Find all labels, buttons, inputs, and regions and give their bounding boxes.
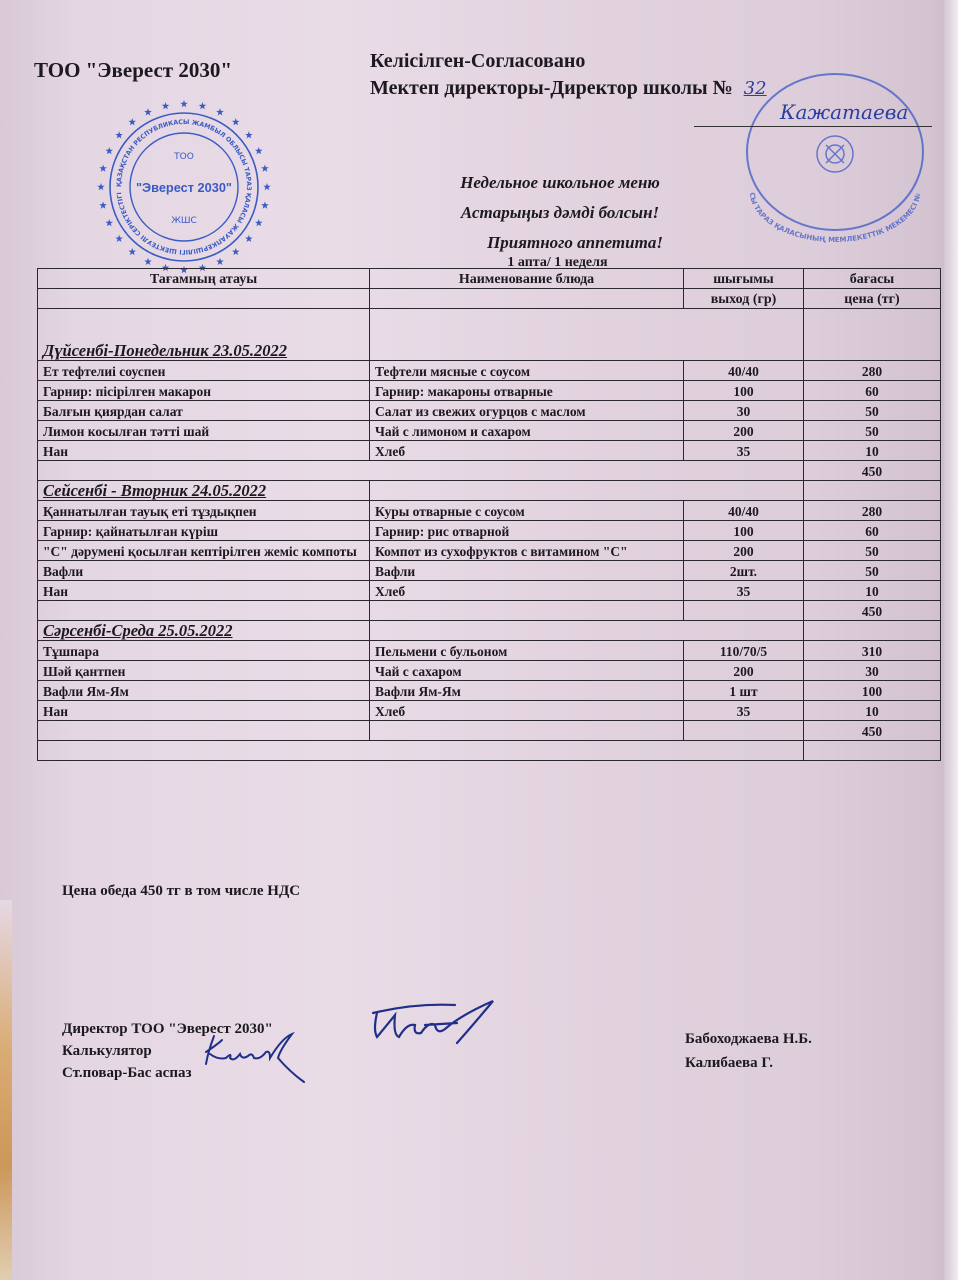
role-head-cook: Ст.повар-Бас аспаз bbox=[62, 1065, 192, 1081]
dish-price: 280 bbox=[804, 361, 941, 381]
stamp-star-icon bbox=[255, 147, 263, 154]
dish-price: 60 bbox=[804, 521, 941, 541]
empty-cell bbox=[684, 601, 804, 621]
dish-price: 10 bbox=[804, 581, 941, 601]
table-row bbox=[38, 521, 941, 541]
dish-yield: 2шт. bbox=[684, 561, 804, 581]
dish-name-kz: Вафли Ям-Ям bbox=[38, 681, 370, 701]
empty-cell bbox=[684, 721, 804, 741]
dish-price: 10 bbox=[804, 441, 941, 461]
header-yield-kz: шығымы bbox=[684, 269, 804, 289]
dish-name-kz: Нан bbox=[38, 441, 370, 461]
approval-director-label: Мектеп директоры-Директор школы № bbox=[370, 77, 733, 99]
stamp-star-icon bbox=[180, 100, 188, 107]
dish-name-ru: Гарнир: макароны отварные bbox=[370, 381, 684, 401]
table-row bbox=[38, 501, 941, 521]
dish-name-kz: Тұшпара bbox=[38, 641, 370, 661]
table-row bbox=[38, 381, 941, 401]
blank-row bbox=[38, 741, 941, 761]
company-stamp bbox=[94, 97, 274, 277]
dish-price: 50 bbox=[804, 561, 941, 581]
dish-name-ru: Вафли bbox=[370, 561, 684, 581]
empty-cell bbox=[804, 309, 941, 361]
stamp-star-icon bbox=[144, 258, 152, 265]
stamp-star-icon bbox=[99, 165, 107, 172]
day-total-row bbox=[38, 461, 941, 481]
dish-yield: 200 bbox=[684, 421, 804, 441]
day-total-row bbox=[38, 721, 941, 741]
table-row bbox=[38, 641, 941, 661]
calculator-signature-scribble bbox=[200, 1030, 310, 1085]
dish-name-kz: Нан bbox=[38, 701, 370, 721]
paper-edge bbox=[944, 0, 958, 1280]
dish-name-kz: Шәй қантпен bbox=[38, 661, 370, 681]
table-row bbox=[38, 401, 941, 421]
empty-cell bbox=[804, 741, 941, 761]
company-stamp-graphic bbox=[94, 97, 274, 277]
signature-line bbox=[694, 126, 932, 127]
dish-name-kz: Вафли bbox=[38, 561, 370, 581]
empty-cell bbox=[370, 309, 804, 361]
empty-cell bbox=[38, 741, 804, 761]
dish-price: 60 bbox=[804, 381, 941, 401]
dish-name-ru: Гарнир: рис отварной bbox=[370, 521, 684, 541]
dish-name-kz: "С" дәрумені қосылған кептірілген жеміс компоты bbox=[38, 541, 370, 561]
dish-yield: 100 bbox=[684, 521, 804, 541]
dish-name-ru: Компот из сухофруктов с витамином "С" bbox=[370, 541, 684, 561]
stamp-star-icon bbox=[232, 118, 240, 125]
dish-yield: 200 bbox=[684, 541, 804, 561]
empty-cell bbox=[38, 601, 370, 621]
lunch-price-note: Цена обеда 450 тг в том числе НДС bbox=[62, 883, 301, 899]
stamp-star-icon bbox=[261, 165, 269, 172]
empty-cell bbox=[370, 289, 684, 309]
stamp-star-icon bbox=[245, 235, 253, 242]
menu-table bbox=[37, 268, 941, 761]
day-total: 450 bbox=[804, 601, 941, 621]
empty-cell bbox=[370, 601, 684, 621]
day-title-cell bbox=[38, 481, 370, 501]
table-row bbox=[38, 441, 941, 461]
dish-name-ru: Салат из свежих огурцов с маслом bbox=[370, 401, 684, 421]
day-total: 450 bbox=[804, 721, 941, 741]
header-yield-ru: выход (гр) bbox=[684, 289, 804, 309]
company-stamp-center: "Эверест 2030" bbox=[136, 180, 232, 195]
day-header-row bbox=[38, 481, 941, 501]
empty-cell bbox=[370, 721, 684, 741]
dish-name-kz: Гарнир: қайнатылған күріш bbox=[38, 521, 370, 541]
dish-name-ru: Хлеб bbox=[370, 701, 684, 721]
table-row bbox=[38, 701, 941, 721]
dish-name-ru: Хлеб bbox=[370, 581, 684, 601]
day-title: Сейсенбі - Вторник 24.05.2022 bbox=[43, 481, 267, 500]
school-stamp bbox=[736, 126, 930, 245]
dish-yield: 200 bbox=[684, 661, 804, 681]
empty-cell bbox=[38, 289, 370, 309]
dish-price: 10 bbox=[804, 701, 941, 721]
title-bon-appetit-kz: Астарыңыз дәмді болсын! bbox=[460, 203, 660, 222]
empty-cell bbox=[38, 461, 804, 481]
stamp-star-icon bbox=[115, 235, 123, 242]
dish-yield: 100 bbox=[684, 381, 804, 401]
day-title-cell bbox=[38, 309, 370, 361]
header-name-kz: Тағамның атауы bbox=[38, 269, 370, 289]
approval-title: Келісілген-Согласовано bbox=[370, 50, 586, 72]
approval-block bbox=[370, 48, 767, 102]
stamp-star-icon bbox=[99, 201, 107, 208]
dish-name-ru: Чай с сахаром bbox=[370, 661, 684, 681]
dish-price: 310 bbox=[804, 641, 941, 661]
stamp-star-icon bbox=[128, 248, 136, 255]
school-stamp-ring-text: БІЛІМ БАСҚАРМАСЫ ТАРАЗ ҚАЛАСЫНЫҢ МЕМЛЕКЕТТІК МЕКЕМЕСІ №32 ОРТА МЕКТЕБІ bbox=[736, 126, 923, 245]
stamp-star-icon bbox=[255, 219, 263, 226]
name-calculator: Калибаева Г. bbox=[685, 1055, 773, 1071]
dish-price: 30 bbox=[804, 661, 941, 681]
role-calculator: Калькулятор bbox=[62, 1043, 152, 1059]
stamp-star-icon bbox=[216, 258, 224, 265]
dish-name-ru: Куры отварные с соусом bbox=[370, 501, 684, 521]
table-header-row bbox=[38, 269, 941, 289]
dish-name-kz: Гарнир: пісірілген макарон bbox=[38, 381, 370, 401]
director-signature-scribble bbox=[365, 995, 505, 1065]
day-total-row bbox=[38, 601, 941, 621]
stamp-star-icon bbox=[105, 219, 113, 226]
table-row bbox=[38, 361, 941, 381]
title-weekly-menu: Недельное школьное меню bbox=[460, 173, 660, 192]
week-label: 1 апта/ 1 неделя bbox=[507, 255, 608, 270]
empty-cell bbox=[370, 481, 804, 501]
dish-name-kz: Қаннатылған тауық еті тұздықпен bbox=[38, 501, 370, 521]
header-price-kz: бағасы bbox=[804, 269, 941, 289]
table-row bbox=[38, 421, 941, 441]
company-stamp-top: ТОО bbox=[174, 152, 194, 162]
stamp-star-icon bbox=[162, 102, 170, 109]
name-director: Бабоходжаева Н.Б. bbox=[685, 1031, 812, 1047]
dish-yield: 30 bbox=[684, 401, 804, 421]
table-row bbox=[38, 661, 941, 681]
svg-text:БІЛІМ БАСҚАРМАСЫ ТАРАЗ ҚАЛАСЫН bbox=[737, 126, 923, 244]
empty-cell bbox=[804, 621, 941, 641]
dish-yield: 1 шт bbox=[684, 681, 804, 701]
stamp-star-icon bbox=[261, 201, 269, 208]
dish-price: 280 bbox=[804, 501, 941, 521]
dish-name-ru: Вафли Ям-Ям bbox=[370, 681, 684, 701]
dish-yield: 35 bbox=[684, 581, 804, 601]
dish-price: 100 bbox=[804, 681, 941, 701]
table-row bbox=[38, 681, 941, 701]
stamp-star-icon bbox=[105, 147, 113, 154]
table-row bbox=[38, 581, 941, 601]
stamp-star-icon bbox=[263, 183, 271, 190]
stamp-star-icon bbox=[199, 102, 207, 109]
day-header-row bbox=[38, 309, 941, 361]
table-subheader-row bbox=[38, 289, 941, 309]
dish-name-kz: Балғын қиярдан салат bbox=[38, 401, 370, 421]
approval-director bbox=[370, 75, 767, 102]
empty-cell bbox=[804, 481, 941, 501]
stamp-star-icon bbox=[245, 131, 253, 138]
signatories-names bbox=[685, 1027, 812, 1075]
day-title: Дүйсенбі-Понедельник 23.05.2022 bbox=[43, 341, 287, 360]
dish-price: 50 bbox=[804, 421, 941, 441]
title-bon-appetit-ru: Приятного аппетита! bbox=[487, 233, 663, 252]
dish-name-kz: Нан bbox=[38, 581, 370, 601]
stamp-star-icon bbox=[144, 108, 152, 115]
day-title: Сәрсенбі-Среда 25.05.2022 bbox=[43, 621, 233, 640]
day-total: 450 bbox=[804, 461, 941, 481]
company-stamp-ring-text: ҚАЗАҚСТАН РЕСПУБЛИКАСЫ ЖАМБЫЛ ОБЛЫСЫ ТАРАЗ ҚАЛАСЫ ЖАУАПКЕРШІЛІГІ ШЕКТЕУЛІ СЕРІКТЕСТІГІ bbox=[114, 117, 254, 257]
role-director: Директор ТОО "Эверест 2030" bbox=[62, 1021, 273, 1037]
dish-name-kz: Лимон косылған тәтті шай bbox=[38, 421, 370, 441]
background-edge bbox=[0, 900, 12, 1280]
header-price-ru: цена (тг) bbox=[804, 289, 941, 309]
company-name: ТОО "Эверест 2030" bbox=[34, 58, 233, 82]
table-row bbox=[38, 561, 941, 581]
dish-yield: 110/70/5 bbox=[684, 641, 804, 661]
director-signature: Кажатаева bbox=[780, 100, 909, 124]
dish-price: 50 bbox=[804, 401, 941, 421]
school-stamp-graphic bbox=[736, 126, 930, 245]
dish-name-kz: Ет тефтелиі соуспен bbox=[38, 361, 370, 381]
school-number: 32 bbox=[743, 78, 767, 99]
empty-cell bbox=[370, 621, 804, 641]
day-title-cell bbox=[38, 621, 370, 641]
dish-name-ru: Тефтели мясные с соусом bbox=[370, 361, 684, 381]
stamp-star-icon bbox=[128, 118, 136, 125]
stamp-star-icon bbox=[216, 108, 224, 115]
dish-name-ru: Чай с лимоном и сахаром bbox=[370, 421, 684, 441]
table-row bbox=[38, 541, 941, 561]
stamp-star-icon bbox=[232, 248, 240, 255]
menu-titles bbox=[410, 168, 710, 258]
dish-price: 50 bbox=[804, 541, 941, 561]
dish-name-ru: Пельмени с бульоном bbox=[370, 641, 684, 661]
dish-name-ru: Хлеб bbox=[370, 441, 684, 461]
stamp-star-icon bbox=[115, 131, 123, 138]
empty-cell bbox=[38, 721, 370, 741]
day-header-row bbox=[38, 621, 941, 641]
dish-yield: 35 bbox=[684, 701, 804, 721]
company-stamp-bottom: ЖШС bbox=[171, 216, 197, 226]
dish-yield: 40/40 bbox=[684, 361, 804, 381]
dish-yield: 35 bbox=[684, 441, 804, 461]
stamp-star-icon bbox=[97, 183, 105, 190]
header-name-ru: Наименование блюда bbox=[370, 269, 684, 289]
dish-yield: 40/40 bbox=[684, 501, 804, 521]
emblem-icon bbox=[817, 136, 853, 172]
